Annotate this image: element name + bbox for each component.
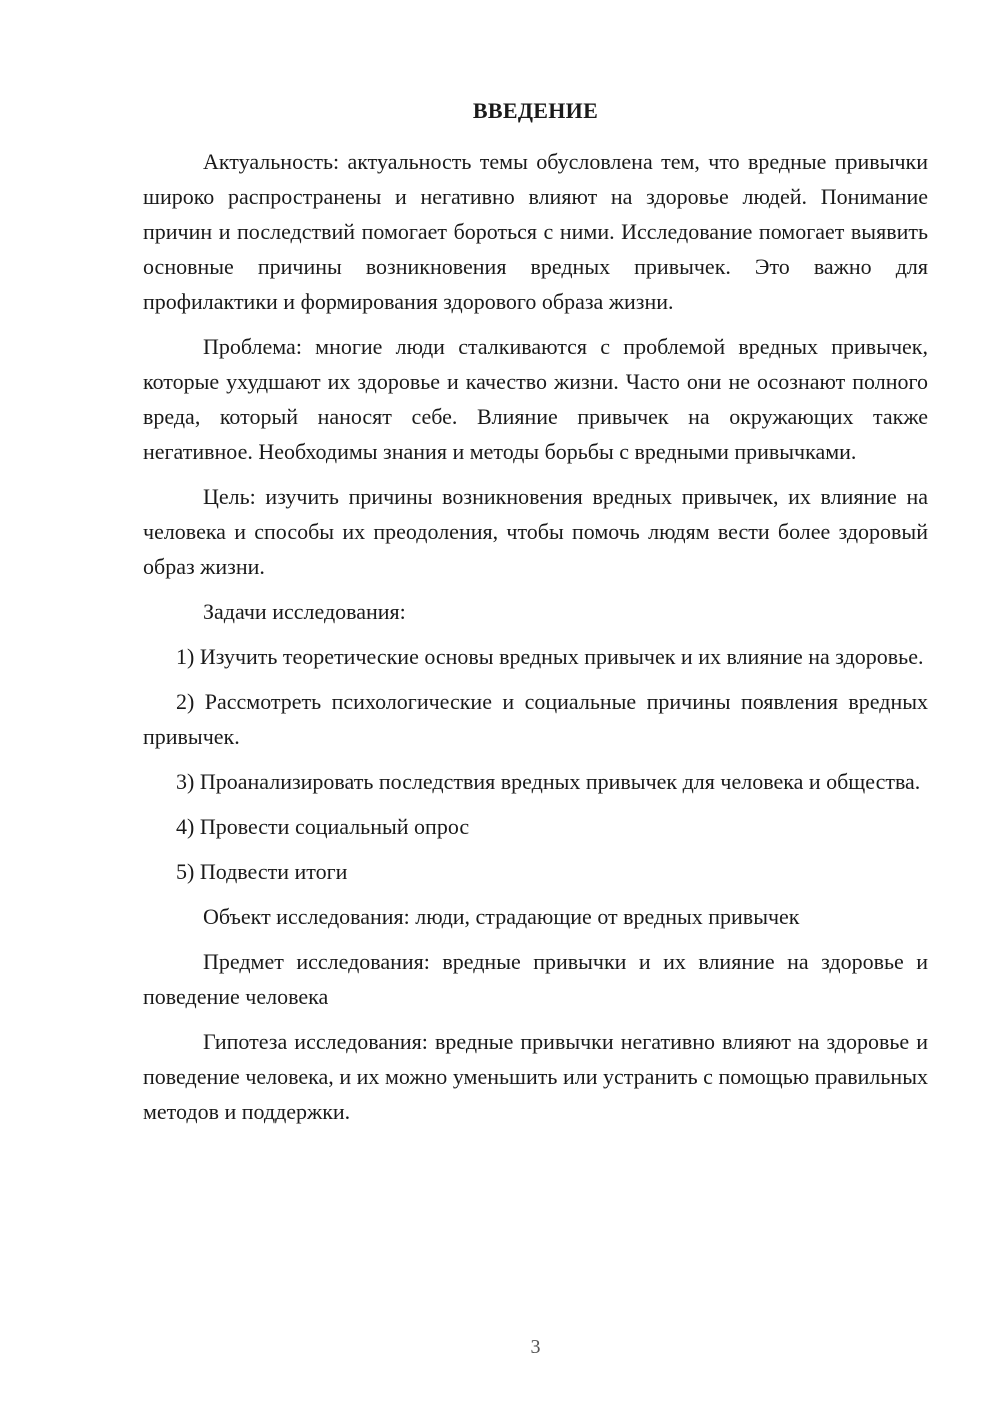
paragraph-hypothesis: Гипотеза исследования: вредные привычки негативно влияют на здоровье и поведение человека, и их можно уменьшить или устранить с помощью правильных методов и поддержки.: [143, 1029, 928, 1124]
document-body: [143, 144, 928, 1129]
paragraph-object: Объект исследования: люди, страдающие от вредных привычек: [203, 904, 800, 929]
paragraph-goal: Цель: изучить причины возникновения вредных привычек, их влияние на человека и способы их преодоления, чтобы помочь людям вести более здоровый образ жизни.: [143, 484, 928, 579]
list-item: 2) Рассмотреть психологические и социальные причины появления вредных привычек.: [143, 689, 928, 749]
paragraph-relevance: Актуальность: актуальность темы обусловлена тем, что вредные привычки широко распространены и негативно влияют на здоровье людей. Понимание причин и последствий помогает бороться с ними. Исследование помогает выявить основные причины возникновения вредных привычек. Это важно для профилактики и формирования здорового образа жизни.: [143, 149, 928, 314]
list-item: 3) Проанализировать последствия вредных привычек для человека и общества.: [176, 769, 921, 794]
document-page: [143, 0, 928, 1414]
paragraph-problem: Проблема: многие люди сталкиваются с проблемой вредных привычек, которые ухудшают их здоровье и качество жизни. Часто они не осознают полного вреда, который наносят себе. Влияние привычек на окружающих также негативное. Необходимы знания и методы борьбы с вредными привычками.: [143, 334, 928, 464]
list-item: 5) Подвести итоги: [176, 859, 348, 884]
page-number: 3: [530, 1336, 541, 1358]
list-item: 4) Провести социальный опрос: [176, 814, 470, 839]
tasks-list: [143, 639, 928, 889]
tasks-heading: Задачи исследования:: [203, 599, 406, 624]
list-item: 1) Изучить теоретические основы вредных привычек и их влияние на здоровье.: [176, 644, 924, 669]
page-title: ВВЕДЕНИЕ: [472, 98, 599, 123]
paragraph-subject: Предмет исследования: вредные привычки и их влияние на здоровье и поведение человека: [143, 949, 928, 1009]
